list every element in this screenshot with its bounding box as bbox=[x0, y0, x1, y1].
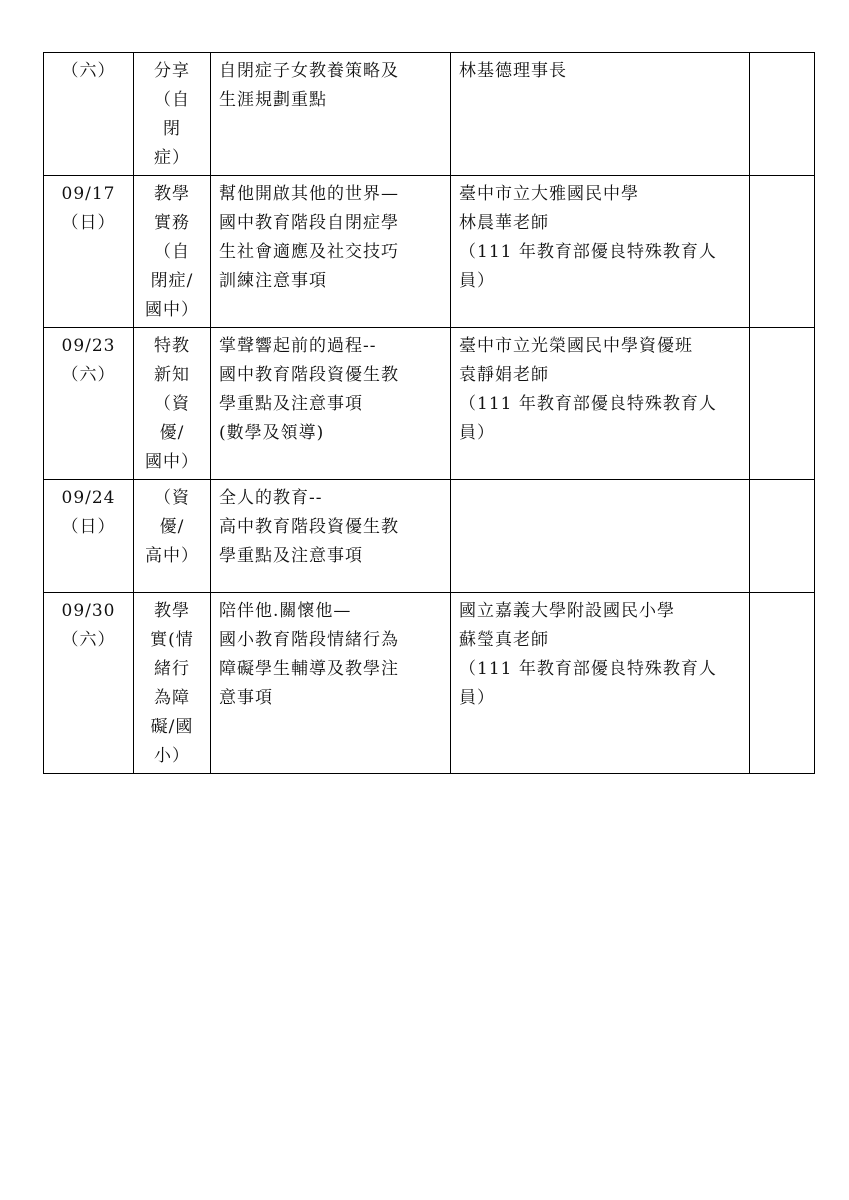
category-line: 小） bbox=[154, 746, 190, 766]
category-line: 症） bbox=[154, 148, 190, 168]
speaker-line: 臺中市立大雅國民中學 bbox=[459, 184, 639, 204]
category-line: （資 bbox=[154, 394, 190, 414]
topic-line: 高中教育階段資優生教 bbox=[219, 517, 399, 537]
speaker-line: 國立嘉義大學附設國民小學 bbox=[459, 601, 675, 621]
category-line: 特教 bbox=[154, 336, 190, 356]
category-line: 教學 bbox=[154, 601, 190, 621]
category-line: 新知 bbox=[154, 365, 190, 385]
topic-line: 國中教育階段自閉症學 bbox=[219, 213, 399, 233]
topic-cell bbox=[211, 593, 451, 774]
schedule-row bbox=[44, 176, 815, 328]
topic-line: 學重點及注意事項 bbox=[219, 546, 363, 566]
weekday-text: （六） bbox=[61, 365, 116, 385]
schedule-table bbox=[43, 52, 815, 774]
speaker-line: 員） bbox=[459, 688, 495, 708]
speaker-cell bbox=[451, 593, 750, 774]
speaker-cell bbox=[451, 328, 750, 480]
category-line: （資 bbox=[154, 488, 190, 508]
topic-cell bbox=[211, 53, 451, 176]
topic-line: (數學及領導) bbox=[219, 423, 325, 443]
weekday-text: （六） bbox=[61, 61, 116, 81]
speaker-cell bbox=[451, 53, 750, 176]
date-cell bbox=[44, 480, 134, 593]
weekday-text: （六） bbox=[61, 630, 116, 650]
category-line: 閉 bbox=[163, 119, 181, 139]
speaker-line: 袁靜娟老師 bbox=[459, 365, 549, 385]
category-cell bbox=[134, 593, 211, 774]
date-cell bbox=[44, 176, 134, 328]
weekday-text: （日） bbox=[61, 213, 116, 233]
category-cell bbox=[134, 176, 211, 328]
speaker-line: 蘇瑩真老師 bbox=[459, 630, 549, 650]
schedule-row bbox=[44, 53, 815, 176]
weekday-text: （日） bbox=[61, 517, 116, 537]
speaker-line: 臺中市立光榮國民中學資優班 bbox=[459, 336, 693, 356]
topic-cell bbox=[211, 328, 451, 480]
note-cell bbox=[750, 328, 815, 480]
topic-cell bbox=[211, 480, 451, 593]
category-line: 分享 bbox=[154, 61, 190, 81]
topic-line: 生社會適應及社交技巧 bbox=[219, 242, 399, 262]
category-cell bbox=[134, 328, 211, 480]
date-text: 09/24 bbox=[61, 488, 116, 508]
speaker-line: （111 年教育部優良特殊教育人 bbox=[459, 394, 717, 414]
category-line: 實務 bbox=[154, 213, 190, 233]
category-line: 礙/國 bbox=[150, 717, 194, 737]
speaker-line: 林基德理事長 bbox=[459, 61, 567, 81]
category-line: 優/ bbox=[159, 423, 185, 443]
category-line: 閉症/ bbox=[150, 271, 194, 291]
speaker-line: 員） bbox=[459, 271, 495, 291]
date-text: 09/23 bbox=[61, 336, 116, 356]
category-cell bbox=[134, 53, 211, 176]
category-line: 緒行 bbox=[154, 659, 190, 679]
topic-line: 生涯規劃重點 bbox=[219, 90, 327, 110]
topic-line: 國中教育階段資優生教 bbox=[219, 365, 399, 385]
speaker-line: 員） bbox=[459, 423, 495, 443]
speaker-cell bbox=[451, 176, 750, 328]
topic-line: 全人的教育-- bbox=[219, 488, 323, 508]
topic-cell bbox=[211, 176, 451, 328]
topic-line: 國小教育階段情緒行為 bbox=[219, 630, 399, 650]
date-cell bbox=[44, 328, 134, 480]
date-cell bbox=[44, 593, 134, 774]
category-line: （自 bbox=[154, 90, 190, 110]
schedule-row bbox=[44, 480, 815, 593]
topic-line: 幫他開啟其他的世界— bbox=[219, 184, 399, 204]
note-cell bbox=[750, 176, 815, 328]
speaker-line: （111 年教育部優良特殊教育人 bbox=[459, 659, 717, 679]
category-line: （自 bbox=[154, 242, 190, 262]
topic-line: 障礙學生輔導及教學注 bbox=[219, 659, 399, 679]
category-line: 實(情 bbox=[150, 630, 194, 650]
category-cell bbox=[134, 480, 211, 593]
topic-line: 學重點及注意事項 bbox=[219, 394, 363, 414]
speaker-line: 林晨華老師 bbox=[459, 213, 549, 233]
date-text: 09/17 bbox=[61, 184, 116, 204]
schedule-row bbox=[44, 593, 815, 774]
category-line: 教學 bbox=[154, 184, 190, 204]
topic-line: 掌聲響起前的過程-- bbox=[219, 336, 377, 356]
category-line: 國中） bbox=[145, 300, 199, 320]
topic-line: 意事項 bbox=[219, 688, 273, 708]
topic-line: 自閉症子女教養策略及 bbox=[219, 61, 399, 81]
date-cell bbox=[44, 53, 134, 176]
topic-line: 陪伴他.關懷他— bbox=[219, 601, 352, 621]
category-line: 為障 bbox=[154, 688, 190, 708]
speaker-cell bbox=[451, 480, 750, 593]
speaker-line: （111 年教育部優良特殊教育人 bbox=[459, 242, 717, 262]
note-cell bbox=[750, 480, 815, 593]
date-text: 09/30 bbox=[61, 601, 116, 621]
note-cell bbox=[750, 593, 815, 774]
category-line: 優/ bbox=[159, 517, 185, 537]
topic-line: 訓練注意事項 bbox=[219, 271, 327, 291]
schedule-row bbox=[44, 328, 815, 480]
note-cell bbox=[750, 53, 815, 176]
category-line: 國中） bbox=[145, 452, 199, 472]
category-line: 高中） bbox=[145, 546, 199, 566]
